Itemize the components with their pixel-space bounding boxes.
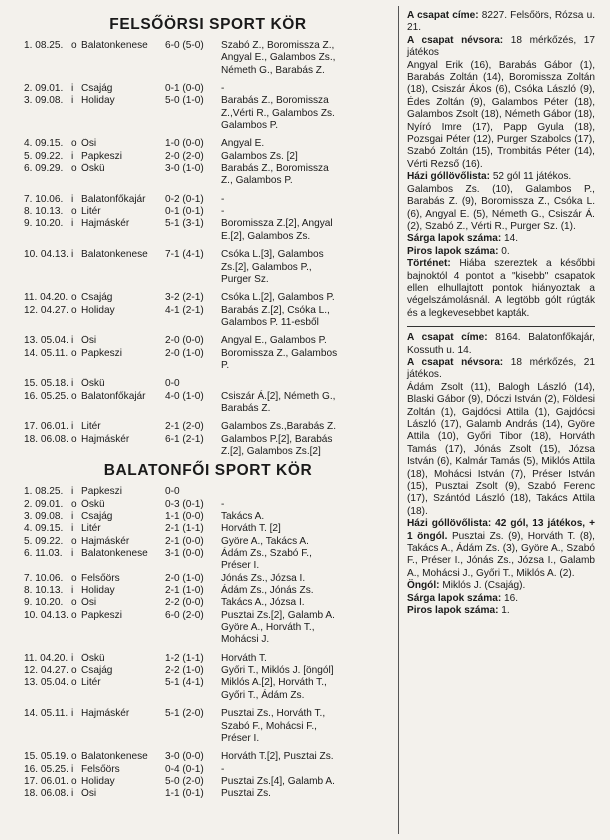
match-scorers: Barabás Z., Boromissza Z.,Vérti R., Galambos Zs. Galambos P. (221, 95, 335, 132)
team2-title: BALATONFŐI SPORT KÖR (103, 462, 313, 480)
match-scorers: Barabás Z., Boromissza Z., Galambos P. (221, 163, 329, 187)
match-score: 6-1 (2-1) (165, 433, 204, 445)
match-opponent: Öskü (81, 163, 105, 175)
t1-scorers-heading: Házi góllövőlista: 52 gól 11 játékos. (407, 171, 572, 183)
match-number-date: 11. 04.20. (24, 652, 69, 664)
match-venue: o (71, 572, 77, 584)
match-row (24, 335, 392, 347)
match-venue: o (71, 40, 77, 51)
match-row (24, 548, 392, 573)
match-score: 5-1 (2-0) (165, 708, 204, 720)
match-opponent: Holiday (81, 95, 115, 107)
match-row (24, 206, 392, 218)
match-venue: o (71, 138, 77, 150)
t1-roster-heading: A csapat névsora: 18 mérkőzés, 17 játékos (407, 34, 595, 59)
match-number-date: 17. 06.01. (24, 421, 69, 433)
match-number-date: 4. 09.15. (24, 523, 64, 535)
match-row (24, 348, 392, 373)
match-venue: i (71, 788, 74, 800)
match-opponent: Papkeszi (81, 486, 122, 498)
match-opponent: Balatonkenese (81, 548, 148, 560)
match-opponent: Hajmáskér (81, 433, 130, 445)
match-opponent: Balatonkenese (81, 40, 148, 51)
match-number-date: 6. 11.03. (24, 548, 63, 560)
match-row (24, 421, 392, 433)
match-score: 5-0 (2-0) (165, 775, 204, 787)
match-opponent: Öskü (81, 378, 105, 390)
match-number-date: 12. 04.27. (24, 665, 69, 677)
match-venue: o (71, 597, 77, 609)
match-venue: o (71, 163, 77, 175)
match-row (24, 653, 392, 665)
match-opponent: Holiday (81, 585, 115, 597)
t1-red-cards: Piros lapok száma: 0. (407, 245, 510, 257)
match-score: 2-1 (1-0) (165, 585, 204, 597)
match-opponent: Litér (81, 523, 101, 535)
t1-address: A csapat címe: 8227. Felsőörs, Rózsa u. 21. (407, 10, 595, 34)
match-scorers: Pusztai Zs.[4], Galamb A. (221, 775, 335, 787)
match-opponent: Ősi (81, 788, 97, 800)
t2-red-cards: Piros lapok száma: 1. (407, 605, 510, 617)
match-row (24, 511, 392, 523)
match-score: 4-0 (1-0) (165, 390, 204, 402)
match-row (24, 151, 392, 163)
match-scorers: Horváth T. [2] (221, 523, 281, 535)
match-score: 1-0 (0-0) (165, 138, 204, 150)
match-scorers: Boromissza Z.[2], Angyal E.[2], Galambos Zs. (221, 218, 333, 242)
match-opponent: Ősi (81, 597, 97, 609)
match-scorers: Pusztai Zs., Horváth T., Szabó F., Mohácsi F., Préser I. (221, 708, 326, 744)
match-score: 0-3 (0-1) (165, 498, 204, 510)
match-score: 2-0 (0-0) (165, 335, 204, 347)
match-score: 1-2 (1-1) (165, 652, 204, 664)
t2-roster: Ádám Zsolt (11), Balogh László (14), Blaski Gábor (9), Dóczi István (2), Földesi Zoltán (1), Gajdócsi Attila (1), Gajdócsi László (17), Galamb András (14), Györe Attila (10), Győri Tibor (18), Horváth Tamás (17), Jónás Zsolt (15), Józsa István (6), Kalmár Tamás (5), Miklós Attila (18), Mohácsi István (7), Préser István (15), Pusztai Zsolt (9), Szabó Ferenc (17), Szántód László (18), Takács Attila (18). (407, 381, 595, 517)
match-score: 0-1 (0-0) (165, 83, 204, 95)
match-venue: o (71, 677, 77, 689)
match-score: 0-4 (0-1) (165, 763, 204, 775)
match-score: 0-0 (165, 378, 180, 390)
match-score: 5-0 (1-0) (165, 95, 204, 107)
match-venue: i (71, 150, 74, 162)
match-scorers: Horváth T.[2], Pusztai Zs. (221, 751, 334, 763)
team1-results (24, 40, 392, 458)
match-opponent: Öskü (81, 498, 105, 510)
match-number-date: 13. 05.04. (24, 677, 69, 689)
match-opponent: Balatonkenese (81, 751, 148, 763)
match-number-date: 12. 04.27. (24, 304, 69, 316)
match-number-date: 11. 04.20. (24, 292, 69, 304)
match-opponent: Hajmáskér (81, 535, 130, 547)
match-scorers: Pusztai Zs. (221, 788, 271, 800)
match-opponent: Felsőörs (81, 763, 120, 775)
match-score: 5-1 (3-1) (165, 218, 204, 230)
match-number-date: 9. 10.20. (24, 218, 64, 230)
match-scorers: Boromissza Z., Galambos P. (221, 347, 338, 371)
match-row (24, 249, 392, 286)
t2-scorers: Házi góllövőlista: 42 gól, 13 játékos, + 1 öngól. Pusztai Zs. (9), Horváth T. (8), Takács A., Ádám Zs. (3), Györe A., Szabó F., Préser I., Jónás Zs., Józsa I., Galamb A., Mohácsi J., Győri T., Miklós A. (2). (407, 518, 595, 579)
t1-scorers: Galambos Zs. (10), Galambos P., Barabás Z. (9), Boromissza Z., Csóka L. (6), Angyal E. (5), Németh G., Csiszár Á. (2), Szabó Z., Vérti R., Purger Sz. (1). (407, 183, 595, 232)
match-opponent: Felsőörs (81, 572, 120, 584)
match-row (24, 499, 392, 511)
match-number-date: 1. 08.25. (24, 486, 64, 498)
match-row (24, 788, 392, 800)
match-number-date: 7. 10.06. (24, 193, 64, 205)
match-venue: o (71, 751, 77, 763)
match-number-date: 15. 05.19. (24, 751, 69, 763)
match-row (24, 677, 392, 702)
match-score: 2-1 (2-0) (165, 421, 204, 433)
column-divider (398, 6, 399, 834)
match-score: 2-1 (1-1) (165, 523, 204, 535)
match-number-date: 14. 05.11. (24, 347, 69, 359)
match-opponent: Hajmáskér (81, 218, 130, 230)
match-number-date: 14. 05.11. (24, 708, 69, 720)
match-venue: o (71, 433, 77, 445)
match-venue: o (71, 535, 77, 547)
match-venue: o (71, 775, 77, 787)
match-score: 2-1 (0-0) (165, 535, 204, 547)
t2-roster-heading: A csapat névsora: 18 mérkőzés, 21 játékos. (407, 356, 595, 381)
match-venue: o (71, 206, 77, 218)
match-row (24, 83, 392, 95)
match-scorers: Horváth T. (221, 652, 267, 664)
match-venue: i (71, 652, 74, 664)
match-scorers: - (221, 83, 225, 95)
match-row (24, 292, 392, 304)
match-scorers: Angyal E., Galambos P. (221, 335, 327, 347)
match-row (24, 751, 392, 763)
match-scorers: - (221, 193, 225, 205)
section-divider (407, 326, 595, 327)
match-row (24, 486, 392, 498)
t2-address: A csapat címe: 8164. Balatonfőkajár, Kossuth u. 14. (407, 332, 595, 356)
match-opponent: Papkeszi (81, 347, 122, 359)
match-opponent: Papkeszi (81, 150, 122, 162)
match-venue: o (71, 665, 77, 677)
match-number-date: 5. 09.22. (24, 535, 64, 547)
match-number-date: 16. 05.25. (24, 763, 69, 775)
match-row (24, 536, 392, 548)
match-score: 0-0 (165, 486, 180, 498)
t2-yellow-cards: Sárga lapok száma: 16. (407, 592, 519, 604)
right-column (407, 10, 595, 618)
match-score: 3-0 (1-0) (165, 163, 204, 175)
match-scorers: Barabás Z.[2], Csóka L., Galambos P. 11-esből (221, 304, 330, 328)
match-venue: i (71, 378, 74, 390)
t1-story: Történet: Hiába szereztek a későbbi bajnoktól 4 pontot a "kisebb" csapatok ellen elhullajtott pontok hiányoztak a végelszámolásnál. A legtöbb gólt rúgták és a legkevesebbet kapták. (407, 258, 595, 319)
t1-yellow-cards: Sárga lapok száma: 14. (407, 233, 519, 245)
t2-owngoal: Öngól: Miklós J. (Csajág). (407, 580, 526, 592)
match-score: 3-1 (0-0) (165, 548, 204, 560)
match-row (24, 523, 392, 535)
match-opponent: Balatonkenese (81, 249, 148, 261)
match-scorers: - (221, 763, 225, 775)
team2-results (24, 486, 392, 800)
match-opponent: Litér (81, 677, 101, 689)
match-opponent: Csajág (81, 292, 113, 304)
match-venue: i (71, 486, 74, 498)
match-score: 3-2 (2-1) (165, 292, 204, 304)
match-score: 2-2 (1-0) (165, 665, 204, 677)
match-row (24, 573, 392, 585)
match-row (24, 665, 392, 677)
match-number-date: 18. 06.08. (24, 433, 69, 445)
match-number-date: 6. 09.29. (24, 163, 64, 175)
match-score: 4-1 (2-1) (165, 304, 204, 316)
match-row (24, 708, 392, 745)
match-opponent: Balatonfőkajár (81, 390, 146, 402)
match-score: 6-0 (5-0) (165, 40, 204, 51)
match-venue: i (71, 83, 74, 95)
match-row (24, 194, 392, 206)
match-score: 1-1 (0-1) (165, 788, 204, 800)
t1-roster: Angyal Erik (16), Barabás Gábor (1), Barabás Zoltán (14), Boromissza Zoltán (18), Csiszár Ákos (6), Csóka László (9), Édes Zoltán (9), Galambos Péter (18), Galambos Zsolt (18), Németh Gábor (18), Nyíró Imre (17), Papp Gyula (18), Pozsgai Péter (12), Purger Szabolcs (17), Szabó Zoltán (15), Trombitás Péter (14), Vérti Rezső (16). (407, 59, 595, 170)
match-venue: o (71, 498, 77, 510)
match-score: 1-1 (0-0) (165, 511, 204, 522)
match-number-date: 10. 04.13. (24, 609, 69, 621)
match-venue: i (71, 763, 74, 775)
match-number-date: 5. 09.22. (24, 150, 64, 162)
match-scorers: Angyal E. (221, 138, 265, 150)
match-score: 6-0 (2-0) (165, 609, 204, 621)
match-number-date: 4. 09.15. (24, 138, 64, 150)
match-venue: i (71, 95, 74, 107)
match-opponent: Papkeszi (81, 609, 122, 621)
match-scorers: Ádám Zs., Jónás Zs. (221, 585, 314, 597)
match-number-date: 17. 06.01. (24, 775, 69, 787)
match-scorers: Jónás Zs., Józsa I. (221, 572, 306, 584)
match-scorers: Csóka L.[3], Galambos Zs.[2], Galambos P., Purger Sz. (221, 249, 324, 285)
match-number-date: 8. 10.13. (24, 206, 64, 218)
match-number-date: 1. 08.25. (24, 40, 64, 51)
match-row (24, 585, 392, 597)
match-scorers: Csóka L.[2], Galambos P. (221, 292, 335, 304)
match-venue: i (71, 548, 74, 560)
match-row (24, 391, 392, 416)
match-scorers: Csiszár Á.[2], Németh G., Barabás Z. (221, 390, 336, 414)
match-opponent: Öskü (81, 652, 105, 664)
match-number-date: 13. 05.04. (24, 335, 69, 347)
match-opponent: Csajág (81, 665, 113, 677)
match-scorers: Györe A., Takács A. (221, 535, 309, 547)
match-venue: i (71, 523, 74, 535)
match-scorers: Galambos Zs. [2] (221, 150, 298, 162)
match-opponent: Csajág (81, 511, 113, 522)
match-score: 2-0 (1-0) (165, 347, 204, 359)
match-opponent: Ősi (81, 335, 97, 347)
match-venue: i (71, 708, 74, 720)
match-row (24, 95, 392, 132)
match-number-date: 3. 09.08. (24, 511, 64, 522)
match-venue: i (71, 218, 74, 230)
match-opponent: Holiday (81, 775, 115, 787)
match-scorers: Szabó Z., Boromissza Z., Angyal E., Galambos Zs., Németh G., Barabás Z. (221, 40, 336, 76)
match-scorers: Pusztai Zs.[2], Galamb A. Györe A., Horváth T., Mohácsi J. (221, 609, 335, 646)
match-row (24, 218, 392, 243)
match-row (24, 764, 392, 776)
match-scorers: Takács A. (221, 511, 265, 522)
match-row (24, 434, 392, 459)
match-opponent: Holiday (81, 304, 115, 316)
match-number-date: 7. 10.06. (24, 572, 64, 584)
match-score: 0-2 (0-1) (165, 193, 204, 205)
match-opponent: Litér (81, 206, 101, 218)
match-scorers: Ádám Zs., Szabó F., Préser I. (221, 548, 312, 572)
match-number-date: 10. 04.13. (24, 249, 69, 261)
match-opponent: Hajmáskér (81, 708, 130, 720)
match-row (24, 138, 392, 150)
match-scorers: Galambos Zs.,Barabás Z. (221, 421, 336, 433)
match-venue: i (71, 511, 74, 522)
match-opponent: Ősi (81, 138, 97, 150)
match-row (24, 610, 392, 647)
match-venue: o (71, 304, 77, 316)
match-venue: o (71, 609, 77, 621)
match-score: 2-2 (0-0) (165, 597, 204, 609)
match-scorers: - (221, 498, 225, 510)
match-venue: i (71, 249, 74, 261)
match-number-date: 2. 09.01. (24, 498, 64, 510)
match-number-date: 2. 09.01. (24, 83, 64, 95)
match-opponent: Csajág (81, 83, 113, 95)
match-score: 2-0 (2-0) (165, 150, 204, 162)
match-number-date: 15. 05.18. (24, 378, 69, 390)
match-row (24, 305, 392, 330)
match-number-date: 18. 06.08. (24, 788, 69, 800)
match-score: 0-1 (0-1) (165, 206, 204, 218)
match-opponent: Litér (81, 421, 101, 433)
match-scorers: Takács A., Józsa I. (221, 597, 305, 609)
match-score: 7-1 (4-1) (165, 249, 204, 261)
match-row (24, 776, 392, 788)
match-number-date: 8. 10.13. (24, 585, 64, 597)
match-venue: i (71, 335, 74, 347)
match-opponent: Balatonfőkajár (81, 193, 146, 205)
match-venue: o (71, 347, 77, 359)
match-scorers: Galambos P.[2], Barabás Z.[2], Galambos Zs.[2] (221, 433, 333, 457)
match-scorers: - (221, 206, 225, 218)
match-row (24, 40, 392, 77)
match-row (24, 163, 392, 188)
match-venue: o (71, 292, 77, 304)
match-venue: i (71, 193, 74, 205)
match-venue: o (71, 390, 77, 402)
left-column (24, 10, 392, 801)
match-row (24, 597, 392, 609)
match-score: 3-0 (0-0) (165, 751, 204, 763)
match-score: 2-0 (1-0) (165, 572, 204, 584)
match-scorers: Győri T., Miklós J. [öngól] (221, 665, 334, 677)
match-number-date: 9. 10.20. (24, 597, 64, 609)
match-venue: i (71, 421, 74, 433)
match-scorers: Miklós A.[2], Horváth T., Győri T., Ádám Zs. (221, 677, 327, 701)
match-row (24, 378, 392, 390)
match-number-date: 16. 05.25. (24, 390, 69, 402)
match-score: 5-1 (4-1) (165, 677, 204, 689)
team1-title: FELSŐÖRSI SPORT KÖR (109, 16, 307, 33)
match-venue: i (71, 585, 74, 597)
match-number-date: 3. 09.08. (24, 95, 64, 107)
